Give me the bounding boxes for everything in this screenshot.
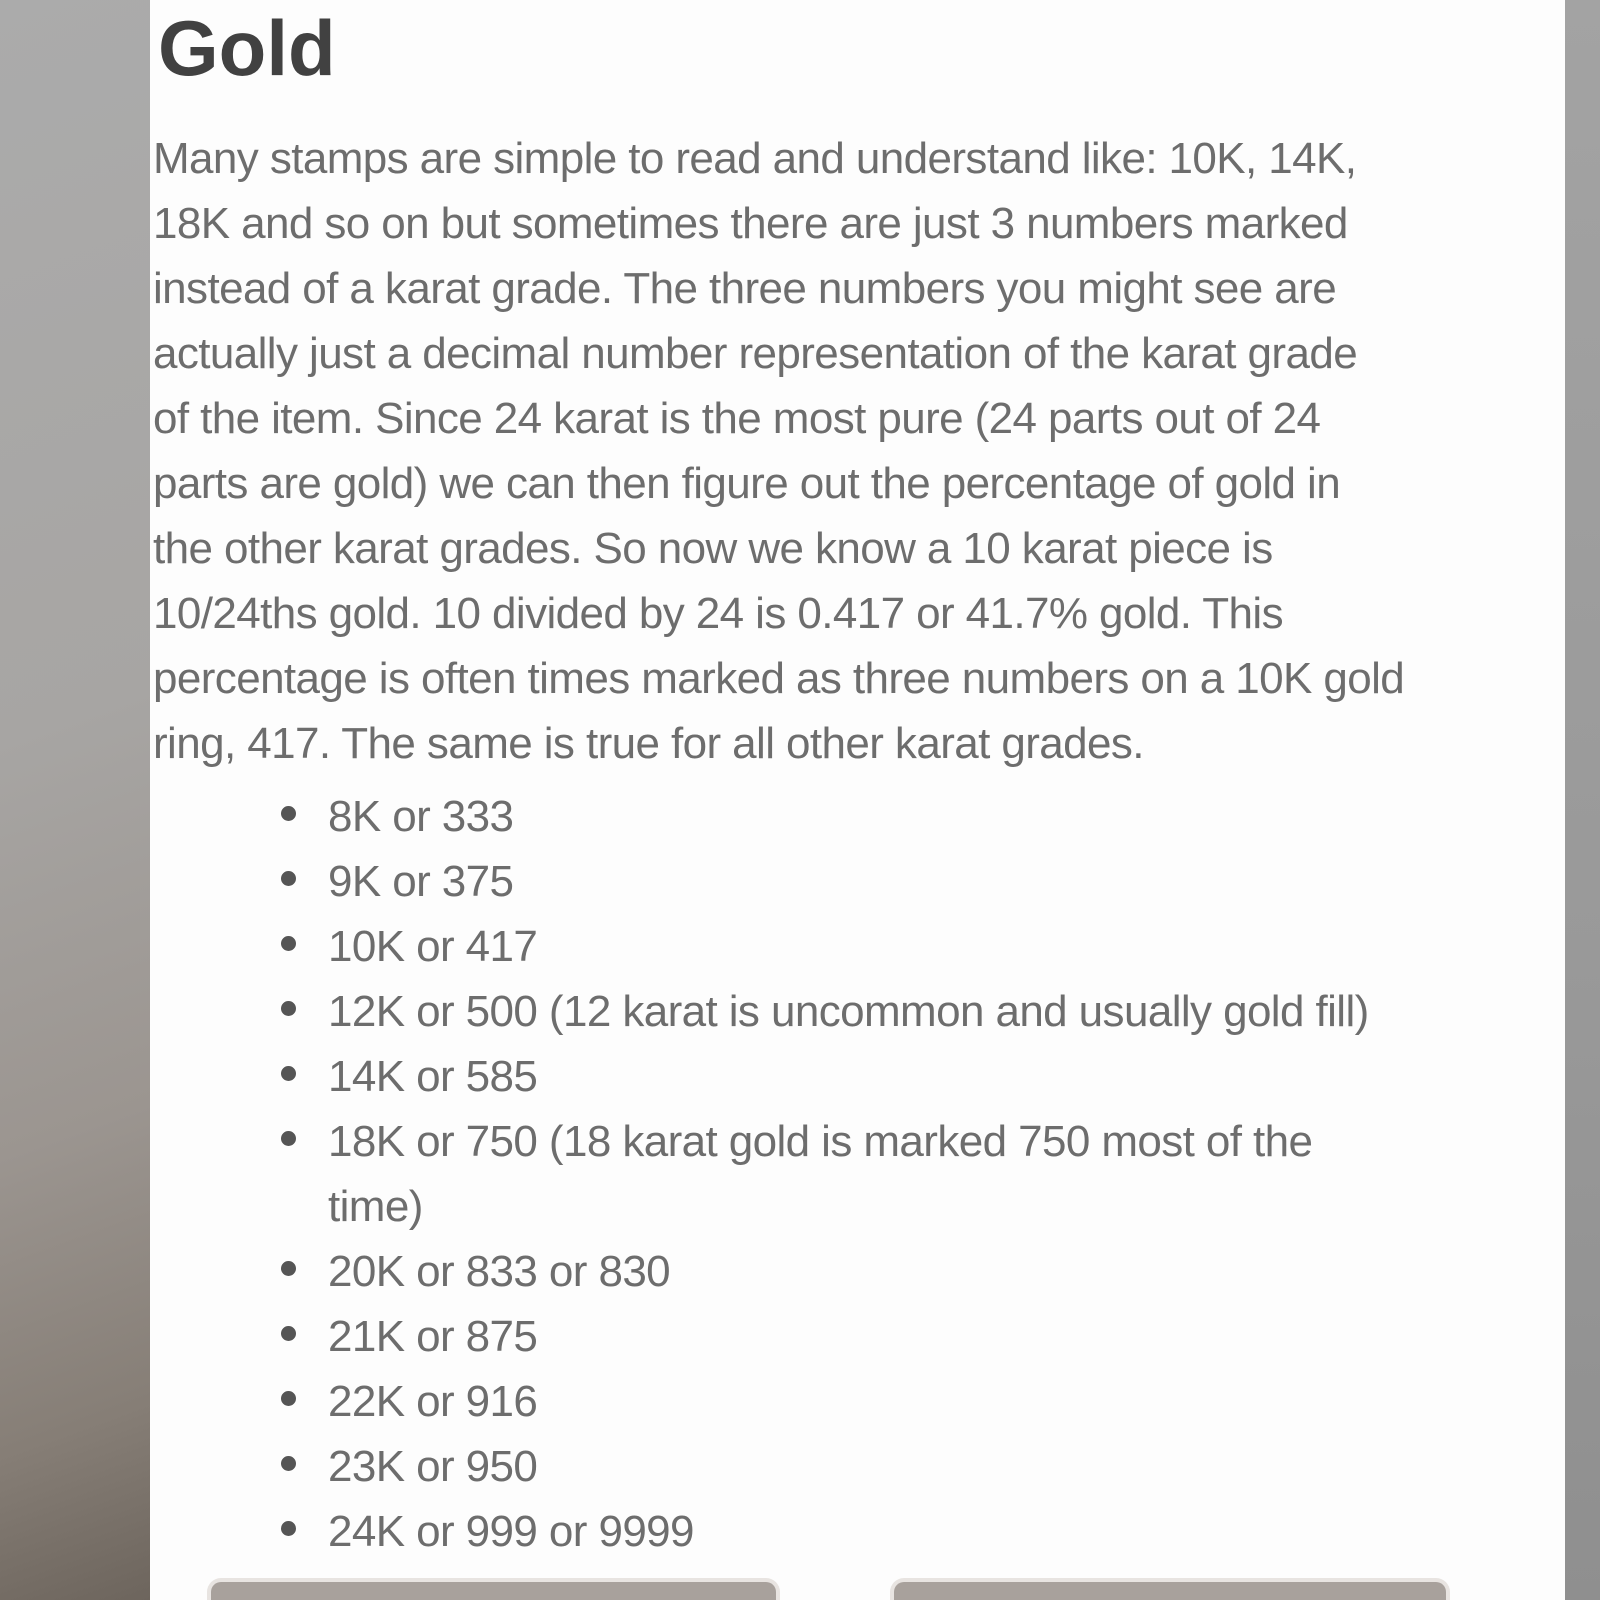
paragraph-line: percentage is often times marked as three numbers on a 10K gold <box>153 654 1405 703</box>
bullet-icon <box>281 1001 296 1016</box>
bullet-icon <box>281 936 296 951</box>
list-item-text: 10K or 417 <box>328 922 538 971</box>
list-item <box>153 1044 1563 1109</box>
list-item-text: 23K or 950 <box>328 1442 538 1491</box>
list-item-text: 18K or 750 (18 karat gold is marked 750 most of the <box>328 1117 1313 1166</box>
list-item-text: 22K or 916 <box>328 1377 538 1426</box>
karat-grade-list <box>153 784 1563 1564</box>
article-page <box>150 0 1565 1600</box>
bullet-icon <box>281 1456 296 1471</box>
bullet-icon <box>281 1131 296 1146</box>
bottom-button-right[interactable] <box>890 1578 1450 1600</box>
list-item-text: 24K or 999 or 9999 <box>328 1507 694 1556</box>
list-item-text: 9K or 375 <box>328 857 514 906</box>
paragraph-line: 18K and so on but sometimes there are just 3 numbers marked <box>153 199 1348 248</box>
list-item <box>153 1109 1563 1239</box>
list-item <box>153 1434 1563 1499</box>
paragraph-line: of the item. Since 24 karat is the most pure (24 parts out of 24 <box>153 394 1321 443</box>
bullet-icon <box>281 1391 296 1406</box>
paragraph-line: Many stamps are simple to read and understand like: 10K, 14K, <box>153 134 1357 183</box>
bullet-icon <box>281 1521 296 1536</box>
bullet-icon <box>281 871 296 886</box>
list-item-text-continuation: time) <box>328 1182 423 1231</box>
paragraph-line: actually just a decimal number representation of the karat grade <box>153 329 1358 378</box>
list-item-text: 12K or 500 (12 karat is uncommon and usually gold fill) <box>328 987 1369 1036</box>
bullet-icon <box>281 806 296 821</box>
list-item <box>153 849 1563 914</box>
list-item <box>153 1369 1563 1434</box>
background-left-band <box>0 0 150 1600</box>
list-item <box>153 1499 1563 1564</box>
paragraph-line: instead of a karat grade. The three numbers you might see are <box>153 264 1337 313</box>
bullet-icon <box>281 1066 296 1081</box>
list-item <box>153 914 1563 979</box>
background-right-band <box>1565 0 1600 1600</box>
list-item <box>153 979 1563 1044</box>
paragraph-line: ring, 417. The same is true for all other karat grades. <box>153 719 1144 768</box>
paragraph-line: the other karat grades. So now we know a 10 karat piece is <box>153 524 1273 573</box>
intro-paragraph <box>153 126 1563 776</box>
list-item <box>153 784 1563 849</box>
paragraph-line: parts are gold) we can then figure out the percentage of gold in <box>153 459 1341 508</box>
list-item-text: 20K or 833 or 830 <box>328 1247 671 1296</box>
list-item-text: 8K or 333 <box>328 792 514 841</box>
list-item-text: 21K or 875 <box>328 1312 538 1361</box>
page-title: Gold <box>158 4 336 92</box>
bullet-icon <box>281 1326 296 1341</box>
bullet-icon <box>281 1261 296 1276</box>
paragraph-line: 10/24ths gold. 10 divided by 24 is 0.417 or 41.7% gold. This <box>153 589 1283 638</box>
list-item <box>153 1239 1563 1304</box>
list-item-text: 14K or 585 <box>328 1052 538 1101</box>
list-item <box>153 1304 1563 1369</box>
bottom-button-left[interactable] <box>207 1578 780 1600</box>
